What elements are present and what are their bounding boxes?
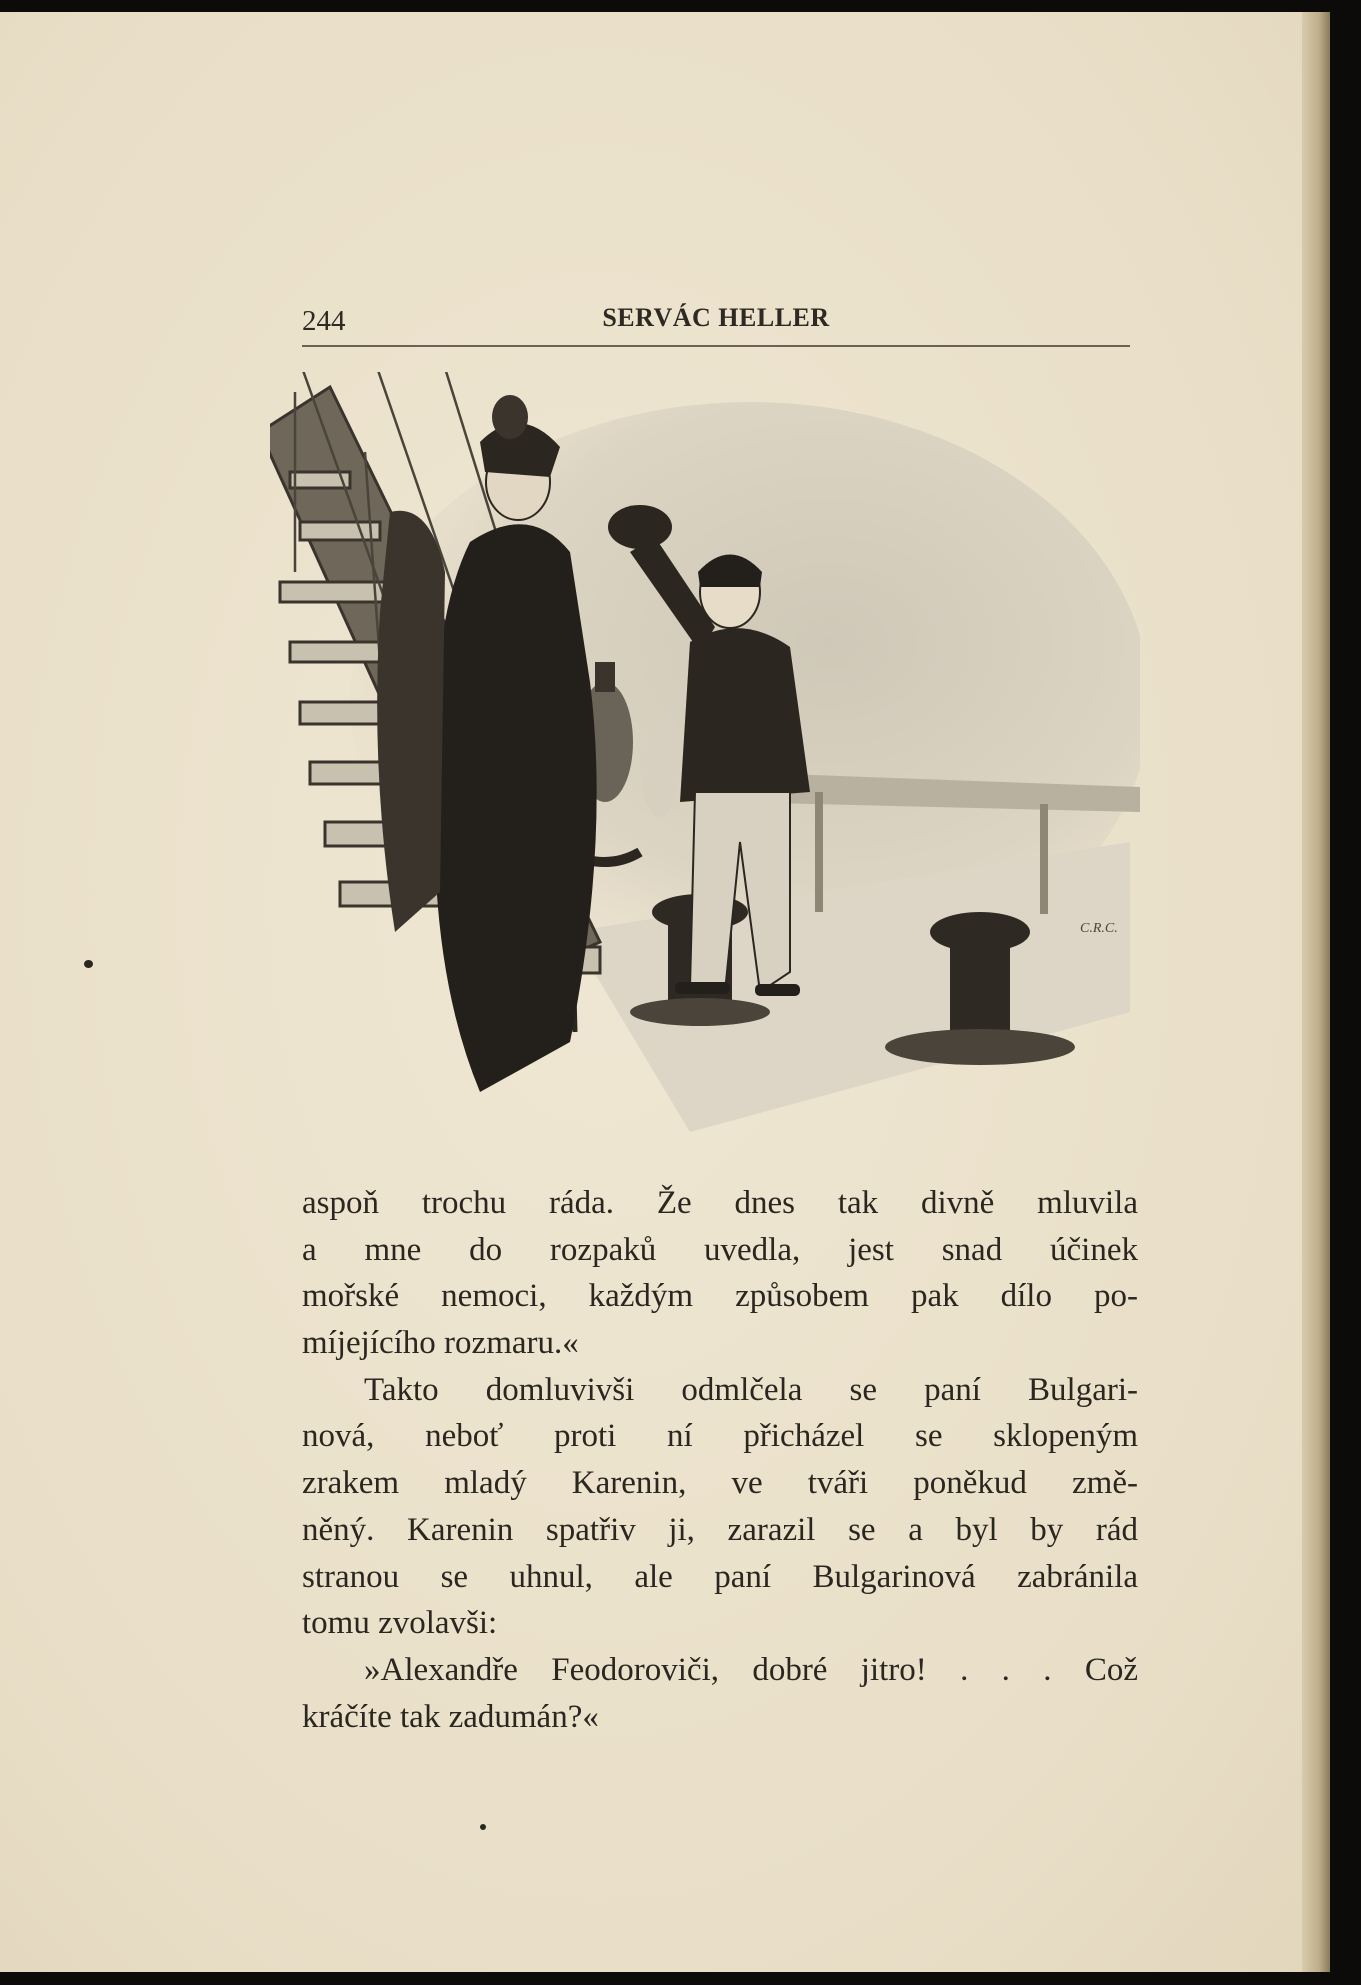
page-gutter (1302, 12, 1330, 1972)
ink-speck (84, 960, 93, 968)
text-line: nová, neboť proti ní přicházel se sklopeným (302, 1418, 1138, 1455)
page-number: 244 (302, 305, 346, 337)
artist-signature: C.R.C. (1080, 921, 1118, 936)
running-title: SERVÁC HELLER (602, 303, 830, 332)
body-text (302, 1180, 1138, 1740)
railing-post (1040, 804, 1048, 914)
text-line: kráčíte tak zadumán?« (302, 1698, 599, 1735)
engraving-illustration (270, 372, 1140, 1172)
background-passenger-hat (595, 662, 615, 692)
text-line: něný. Karenin spatřiv ji, zarazil se a byl by rád (302, 1511, 1138, 1548)
text-line: »Alexandře Feodoroviči, dobré jitro! . . . Což (364, 1651, 1138, 1688)
text-line: a mne do rozpaků uvedla, jest snad účinek (302, 1231, 1138, 1268)
text-line: míjejícího rozmaru.« (302, 1325, 579, 1362)
text-line: mořské nemoci, každým způsobem pak dílo po- (302, 1278, 1138, 1315)
background-passenger (640, 707, 680, 817)
text-line: Takto domluvivši odmlčela se paní Bulgari- (364, 1371, 1138, 1408)
railing-post (815, 792, 823, 912)
text-line: tomu zvolavši: (302, 1605, 498, 1642)
page-header (302, 295, 1130, 347)
text-line: stranou se uhnul, ale paní Bulgarinová zabránila (302, 1558, 1138, 1595)
stair-figure (377, 511, 445, 932)
text-line: zrakem mladý Karenin, ve tváři poněkud změ- (302, 1465, 1138, 1502)
book-page (0, 12, 1330, 1972)
text-line: aspoň trochu ráda. Že dnes tak divně mluvila (302, 1185, 1138, 1221)
ink-speck (480, 1824, 486, 1830)
